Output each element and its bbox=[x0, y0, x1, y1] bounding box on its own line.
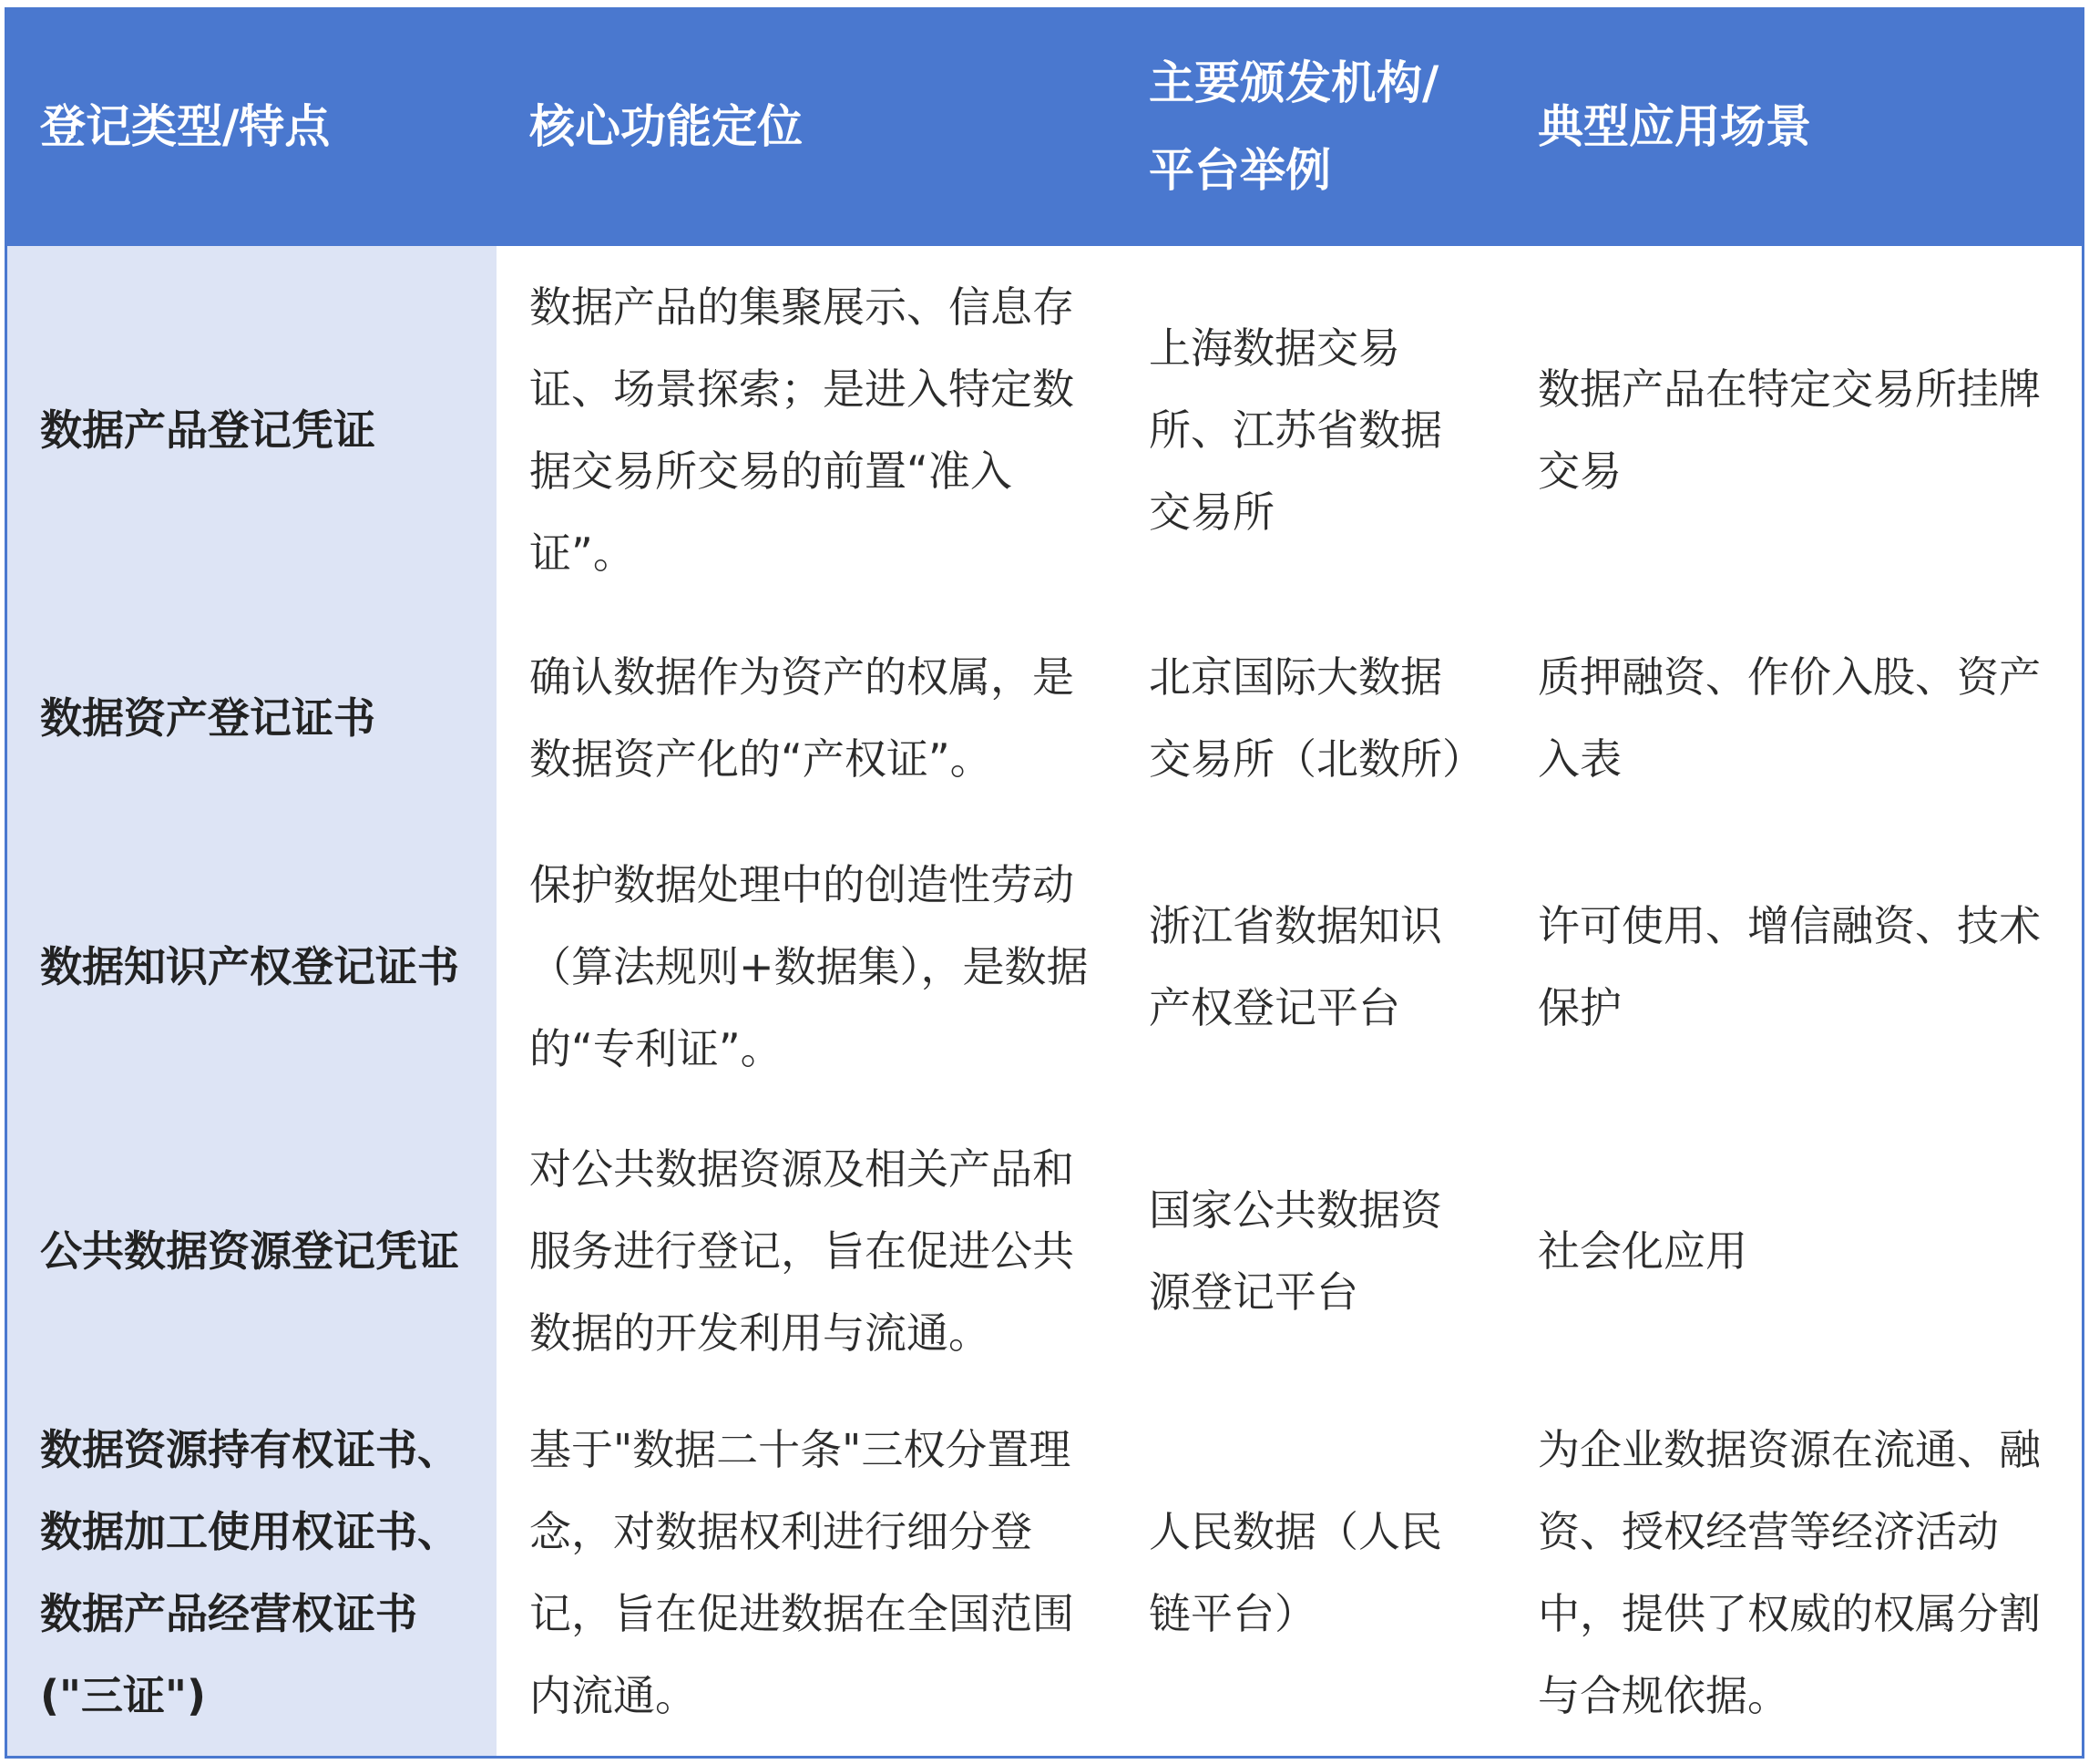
cell-core-function: 确认数据作为资产的权属，是数据资产化的“产权证”。 bbox=[529, 651, 1074, 784]
cell-issuing-authority: 浙江省数据知识产权登记平台 bbox=[1149, 901, 1442, 1032]
cell-application-scenario: 为企业数据资源在流通、融资、授权经营等经济活动中，提供了权威的权属分割与合规依据。 bbox=[1538, 1425, 2041, 1720]
registration-table-frame bbox=[5, 7, 2084, 1759]
cell-issuing-authority: 国家公共数据资源登记平台 bbox=[1149, 1185, 1442, 1317]
table-row bbox=[7, 822, 2082, 1112]
cell-issuing-authority: 人民数据（人民链平台） bbox=[1149, 1507, 1442, 1638]
cell-registration-type: 公共数据资源登记凭证 bbox=[7, 1112, 497, 1390]
table-body bbox=[7, 246, 2082, 1756]
header-application-scenario: 典型应用场景 bbox=[1505, 7, 2082, 246]
cell-registration-type: 数据资产登记证书 bbox=[7, 613, 497, 822]
cell-application-scenario: 质押融资、作价入股、资产入表 bbox=[1538, 651, 2041, 784]
cell-core-function: 基于"数据二十条"三权分置理念，对数据权利进行细分登记，旨在促进数据在全国范围内流通。 bbox=[529, 1425, 1074, 1720]
cell-registration-type: 数据资源持有权证书、数据加工使用权证书、数据产品经营权证书("三证") bbox=[7, 1390, 497, 1756]
cell-core-function: 对公共数据资源及相关产品和服务进行登记，旨在促进公共数据的开发利用与流通。 bbox=[529, 1144, 1074, 1358]
cell-issuing-authority: 上海数据交易所、江苏省数据交易所 bbox=[1149, 323, 1442, 537]
registration-comparison-table bbox=[7, 7, 2082, 1756]
header-core-function: 核心功能定位 bbox=[497, 7, 1116, 246]
cell-registration-type: 数据产品登记凭证 bbox=[7, 246, 497, 613]
table-row bbox=[7, 246, 2082, 613]
table-row bbox=[7, 1390, 2082, 1756]
header-registration-type: 登记类型/特点 bbox=[7, 7, 497, 246]
table-header bbox=[7, 7, 2082, 246]
table-row bbox=[7, 613, 2082, 822]
header-row bbox=[7, 7, 2082, 246]
cell-core-function: 保护数据处理中的创造性劳动（算法规则+数据集），是数据的“专利证”。 bbox=[529, 860, 1089, 1073]
cell-application-scenario: 数据产品在特定交易所挂牌交易 bbox=[1538, 364, 2041, 496]
cell-application-scenario: 许可使用、增信融资、技术保护 bbox=[1538, 901, 2041, 1032]
cell-issuing-authority: 北京国际大数据交易所（北数所） bbox=[1149, 651, 1484, 784]
header-issuing-authority: 主要颁发机构/平台举例 bbox=[1116, 7, 1505, 246]
cell-core-function: 数据产品的集聚展示、信息存证、场景探索；是进入特定数据交易所交易的前置“准入证”。 bbox=[529, 282, 1074, 578]
table-row bbox=[7, 1112, 2082, 1390]
cell-application-scenario: 社会化应用 bbox=[1538, 1226, 1747, 1276]
cell-registration-type: 数据知识产权登记证书 bbox=[7, 822, 497, 1112]
